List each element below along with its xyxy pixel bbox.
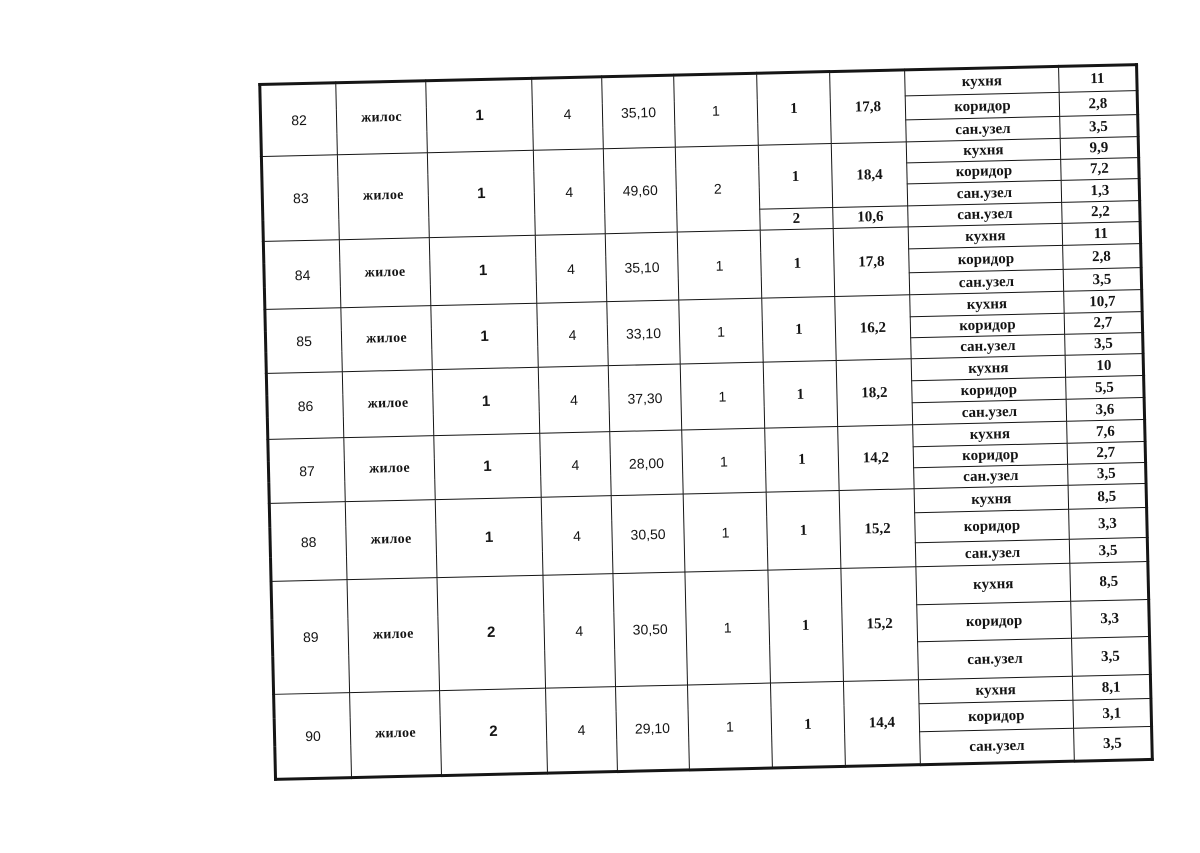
auxiliary-room-name: коридор <box>915 509 1070 542</box>
auxiliary-room-area: 10 <box>1065 354 1143 378</box>
living-rooms-count: 2 <box>675 145 760 232</box>
apartment-number: 82 <box>260 83 338 157</box>
living-room-area: 18,4 <box>831 142 907 208</box>
section-number: 1 <box>431 303 538 369</box>
auxiliary-room-area: 8,5 <box>1068 483 1147 509</box>
living-room-number: 1 <box>762 297 836 363</box>
auxiliary-room-name: коридор <box>913 443 1067 467</box>
floor-number: 4 <box>538 366 609 434</box>
section-number: 1 <box>435 497 543 577</box>
living-room-number: 1 <box>765 426 839 492</box>
living-room-number: 1 <box>758 144 832 210</box>
living-rooms-count: 1 <box>679 298 763 364</box>
premises-type: жилос <box>336 81 428 155</box>
auxiliary-room-name: кухня <box>910 291 1064 316</box>
auxiliary-room-name: сан.узел <box>914 464 1068 488</box>
auxiliary-room-name: коридор <box>905 92 1060 119</box>
living-room-area: 10,6 <box>833 206 908 229</box>
floor-number: 4 <box>541 496 613 576</box>
auxiliary-room-name: сан.узел <box>915 539 1070 566</box>
premises-type: жилое <box>339 238 431 308</box>
auxiliary-room-area: 10,7 <box>1064 290 1142 314</box>
auxiliary-room-name: сан.узел <box>911 334 1065 358</box>
premises-type: жилое <box>342 370 433 438</box>
total-area: 49,60 <box>603 147 677 234</box>
auxiliary-room-name: кухня <box>913 421 1067 446</box>
apartments-table <box>258 63 1154 781</box>
scanned-sheet <box>258 63 1151 778</box>
living-room-number: 1 <box>757 72 832 146</box>
living-room-area: 15,2 <box>841 567 919 682</box>
auxiliary-room-name: кухня <box>916 563 1071 604</box>
auxiliary-room-area: 2,8 <box>1059 91 1138 117</box>
auxiliary-room-area: 3,3 <box>1071 599 1150 638</box>
total-area: 37,30 <box>608 364 681 432</box>
living-room-number: 2 <box>760 208 833 231</box>
auxiliary-room-area: 7,2 <box>1061 158 1139 181</box>
living-rooms-count: 1 <box>674 73 759 147</box>
auxiliary-room-area: 11 <box>1062 222 1140 246</box>
living-room-area: 17,8 <box>833 227 910 297</box>
auxiliary-room-area: 3,1 <box>1073 698 1152 728</box>
auxiliary-room-area: 7,6 <box>1067 420 1145 444</box>
living-rooms-count: 1 <box>683 492 768 572</box>
auxiliary-room-name: сан.узел <box>912 399 1066 424</box>
auxiliary-room-area: 3,5 <box>1060 115 1138 139</box>
auxiliary-room-area: 8,1 <box>1072 674 1151 700</box>
floor-number: 4 <box>546 687 618 774</box>
living-room-area: 18,2 <box>836 359 912 427</box>
living-room-number: 1 <box>763 360 837 428</box>
living-rooms-count: 1 <box>687 683 772 770</box>
living-rooms-count: 1 <box>680 362 764 430</box>
living-room-area: 16,2 <box>835 295 911 361</box>
living-rooms-count: 1 <box>682 428 766 494</box>
floor-number: 4 <box>543 574 616 689</box>
auxiliary-room-name: кухня <box>905 66 1060 95</box>
auxiliary-room-area: 8,5 <box>1070 561 1149 601</box>
floor-number: 4 <box>535 234 607 304</box>
apartment-number: 84 <box>263 240 341 310</box>
auxiliary-room-area: 3,3 <box>1069 507 1148 539</box>
total-area: 30,50 <box>613 572 688 687</box>
total-area: 29,10 <box>616 685 690 772</box>
auxiliary-room-area: 3,5 <box>1068 463 1146 486</box>
total-area: 30,50 <box>611 494 685 574</box>
auxiliary-room-name: сан.узел <box>906 116 1060 141</box>
section-number: 1 <box>429 235 537 305</box>
auxiliary-room-name: коридор <box>912 377 1066 402</box>
auxiliary-room-name: кухня <box>906 138 1060 162</box>
auxiliary-room-area: 1,3 <box>1061 179 1139 203</box>
floor-number: 4 <box>537 302 608 368</box>
premises-type: жилое <box>345 500 437 580</box>
premises-type: жилое <box>344 436 435 502</box>
auxiliary-room-area: 3,6 <box>1066 398 1144 422</box>
auxiliary-room-area: 2,7 <box>1067 442 1145 465</box>
apartment-number: 89 <box>271 580 350 695</box>
apartment-number: 86 <box>266 372 343 440</box>
living-room-area: 14,2 <box>838 425 914 491</box>
apartment-number: 88 <box>269 502 347 582</box>
living-room-number: 1 <box>760 229 835 299</box>
auxiliary-room-area: 5,5 <box>1066 376 1144 400</box>
auxiliary-room-name: коридор <box>910 313 1064 337</box>
living-rooms-count: 1 <box>677 230 762 300</box>
section-number: 2 <box>440 688 548 775</box>
auxiliary-room-area: 3,5 <box>1069 537 1148 563</box>
auxiliary-room-area: 2,7 <box>1064 312 1142 335</box>
section-number: 1 <box>432 367 539 435</box>
section-number: 1 <box>427 150 535 237</box>
auxiliary-room-area: 9,9 <box>1060 137 1138 160</box>
auxiliary-room-name: кухня <box>911 355 1065 380</box>
apartment-number: 87 <box>268 438 345 504</box>
auxiliary-room-name: коридор <box>907 159 1061 183</box>
auxiliary-room-name: коридор <box>919 700 1074 731</box>
premises-type: жилое <box>350 691 442 778</box>
section-number: 2 <box>437 575 546 690</box>
apartment-number: 90 <box>274 693 352 780</box>
apartment-number: 83 <box>261 155 339 242</box>
auxiliary-room-name: кухня <box>908 223 1062 248</box>
auxiliary-room-area: 3,5 <box>1072 636 1151 676</box>
premises-type: жилое <box>347 578 440 693</box>
total-area: 28,00 <box>610 430 683 496</box>
total-area: 35,10 <box>605 232 679 302</box>
auxiliary-room-area: 3,5 <box>1074 726 1153 761</box>
auxiliary-room-area: 2,2 <box>1062 201 1140 224</box>
auxiliary-room-name: сан.узел <box>920 728 1075 764</box>
living-room-area: 14,4 <box>843 680 920 767</box>
total-area: 33,10 <box>607 300 680 366</box>
living-room-number: 1 <box>766 490 841 570</box>
auxiliary-room-name: сан.узел <box>909 269 1063 294</box>
auxiliary-room-area: 2,8 <box>1063 244 1142 270</box>
auxiliary-room-name: кухня <box>918 676 1073 703</box>
living-room-number: 1 <box>768 568 844 683</box>
total-area: 35,10 <box>602 75 676 149</box>
living-room-area: 17,8 <box>830 70 907 144</box>
auxiliary-room-area: 3,5 <box>1063 268 1141 292</box>
living-room-number: 1 <box>770 681 845 768</box>
premises-type: жилое <box>337 153 429 240</box>
auxiliary-room-name: коридор <box>917 601 1072 641</box>
living-rooms-count: 1 <box>685 570 771 685</box>
living-room-area: 15,2 <box>839 489 916 569</box>
floor-number: 4 <box>533 149 605 236</box>
auxiliary-room-name: сан.узел <box>918 638 1073 679</box>
section-number: 1 <box>426 78 534 152</box>
auxiliary-room-name: сан.узел <box>907 180 1061 205</box>
auxiliary-room-name: сан.узел <box>908 202 1062 226</box>
apartment-number: 85 <box>265 308 342 374</box>
floor-number: 4 <box>540 432 611 498</box>
auxiliary-room-name: кухня <box>914 485 1069 512</box>
auxiliary-room-area: 3,5 <box>1065 333 1143 356</box>
premises-type: жилое <box>341 306 432 372</box>
section-number: 1 <box>434 433 541 499</box>
floor-number: 4 <box>532 77 604 151</box>
auxiliary-room-area: 11 <box>1059 65 1138 93</box>
auxiliary-room-name: коридор <box>909 245 1064 272</box>
